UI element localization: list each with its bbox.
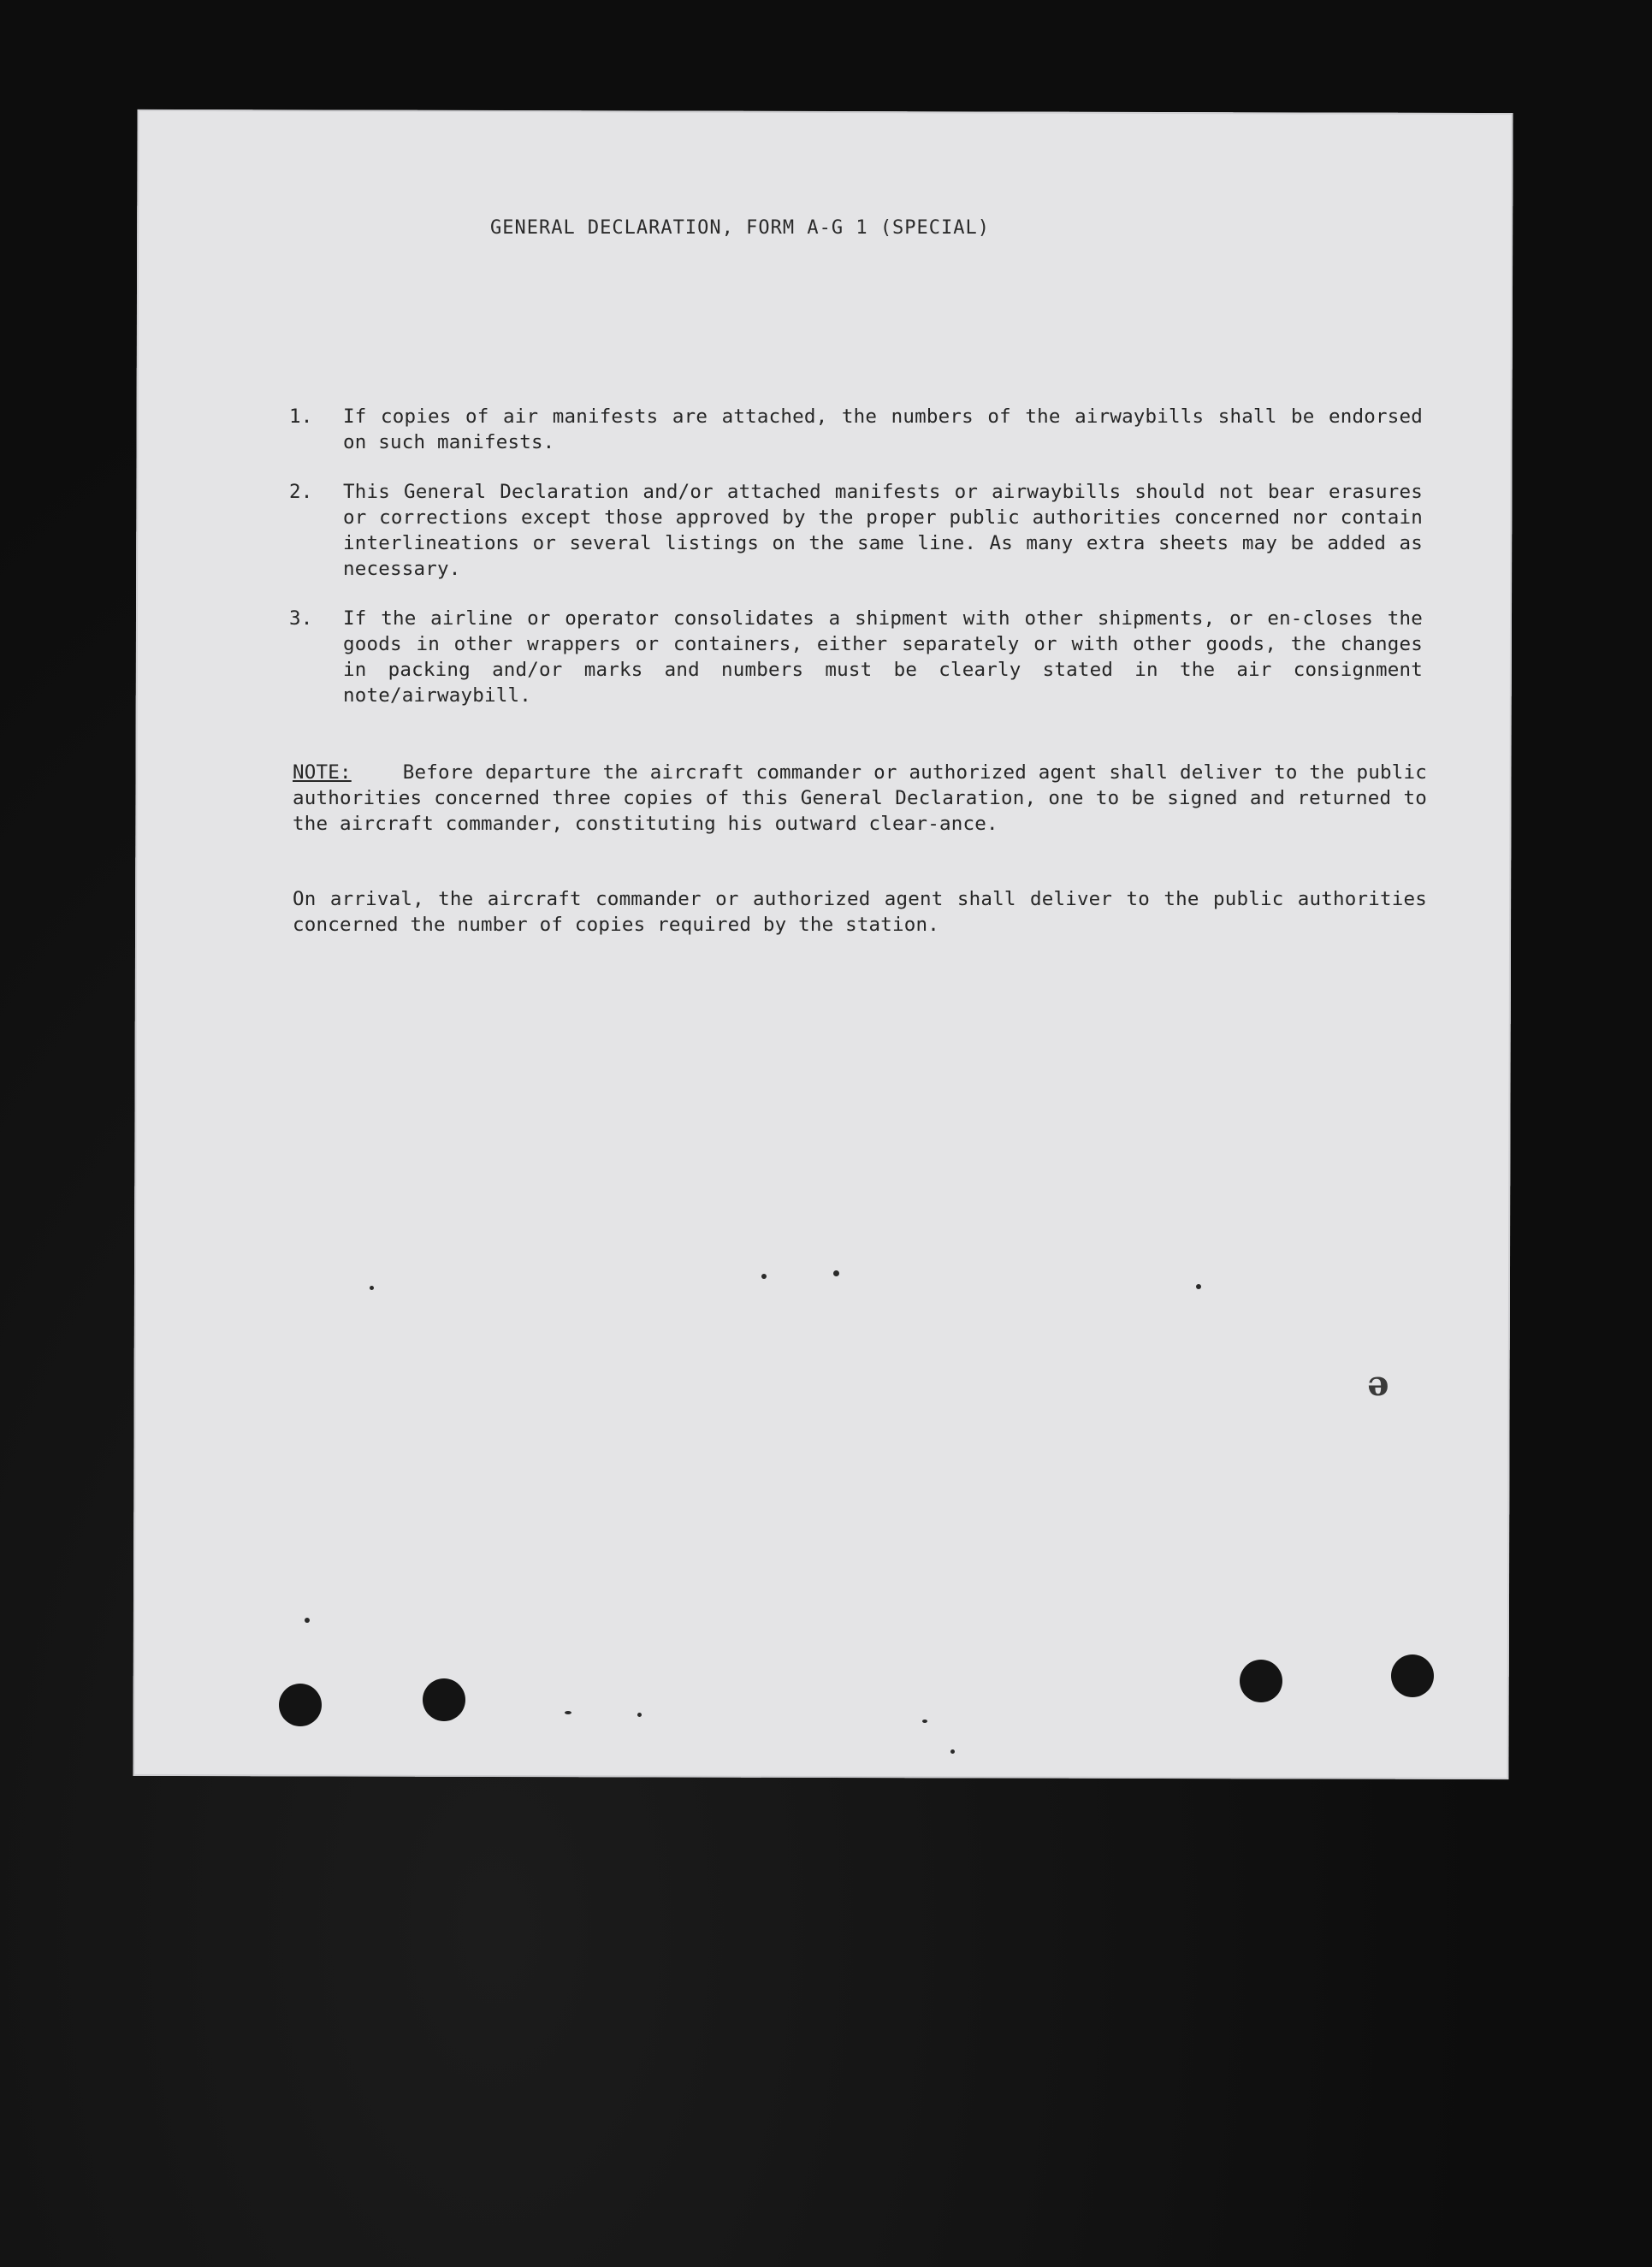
speck xyxy=(370,1286,374,1290)
item-text: This General Declaration and/or attached manifests or airwaybills should not bear erasures or corrections except those approved by the proper public authorities concerned nor contain interlineations or several listings on the same line. As many extra sheets may be added as necessary. xyxy=(343,481,1423,580)
speck xyxy=(1196,1284,1201,1289)
speck xyxy=(637,1713,642,1717)
item-number: 2. xyxy=(289,481,313,503)
item-number: 1. xyxy=(289,405,313,428)
speck xyxy=(305,1618,310,1623)
speck xyxy=(761,1274,767,1279)
list-item xyxy=(289,606,1427,712)
speck xyxy=(565,1711,571,1714)
stamp-mark: e xyxy=(1367,1369,1389,1409)
speck xyxy=(833,1270,839,1276)
punch-hole xyxy=(423,1678,465,1721)
document-sheet xyxy=(133,110,1513,1779)
punch-hole xyxy=(1240,1660,1282,1702)
punch-hole xyxy=(279,1684,322,1726)
note-text: Before departure the aircraft commander or authorized agent shall deliver to the public authorities concerned three copies of this General Declaration, one to be signed and returned to the aircraft commander, constituting his outward clear-ance. xyxy=(293,761,1427,835)
speck xyxy=(950,1749,955,1754)
list-item xyxy=(289,479,1427,585)
punch-hole xyxy=(1391,1654,1434,1697)
item-text: If copies of air manifests are attached, the numbers of the airwaybills shall be endorsed on such manifests. xyxy=(343,405,1423,453)
arrival-paragraph: On arrival, the aircraft commander or authorized agent shall deliver to the public authorities concerned the number of copies required by the station. xyxy=(293,888,1427,936)
speck xyxy=(922,1719,927,1723)
list-item xyxy=(289,404,1427,457)
note-label: NOTE: xyxy=(293,761,352,784)
item-text: If the airline or operator consolidates a shipment with other shipments, or en-closes the goods in other wrappers or containers, either separately or with other goods, the changes in packing and/or marks and numbers must be clearly stated in the air consignment note/airwaybill. xyxy=(343,607,1423,707)
note-paragraph xyxy=(293,760,1427,837)
document-title: GENERAL DECLARATION, FORM A-G 1 (SPECIAL) xyxy=(489,217,991,239)
item-number: 3. xyxy=(289,607,313,630)
